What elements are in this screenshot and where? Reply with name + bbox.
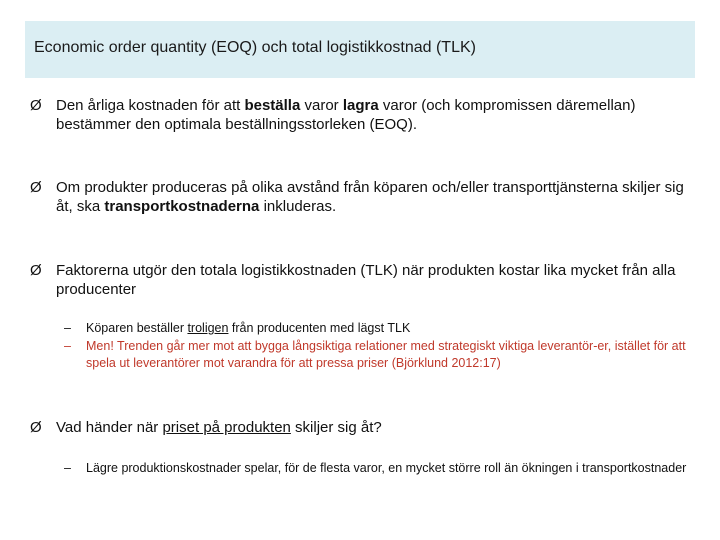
dash-bullet-icon: – xyxy=(64,339,71,353)
arrow-bullet-icon: Ø xyxy=(30,97,42,114)
title-bar xyxy=(25,21,695,78)
sub-bullet-item xyxy=(64,460,696,477)
arrow-bullet-icon: Ø xyxy=(30,419,42,436)
slide-title: Economic order quantity (EOQ) och total logistikkostnad (TLK) xyxy=(34,39,476,56)
bullet-item xyxy=(30,261,692,299)
sub-bullet-text: Lägre produktionskostnader spelar, för de flesta varor, en mycket större roll än ökningen i transportkostnader xyxy=(86,461,687,475)
bullet-text: Om produkter produceras på olika avstånd från köparen och/eller transporttjänsterna skiljer sig åt, ska transportkostnaderna inkluderas. xyxy=(56,179,684,215)
sub-bullet-text: Köparen beställer troligen från producenten med lägst TLK xyxy=(86,321,411,335)
sub-bullet-text: Men! Trenden går mer mot att bygga långsiktiga relationer med strategiskt viktiga leverantör-er, istället för att spela ut leverantörer mot varandra för att pressa priser (Björklund 2012:17) xyxy=(86,339,686,370)
dash-bullet-icon: – xyxy=(64,461,71,475)
bullet-text: Den årliga kostnaden för att beställa varor lagra varor (och kompromissen däremellan) bestämmer den optimala beställningsstorleken (EOQ). xyxy=(56,97,636,133)
bullet-text: Vad händer när priset på produkten skiljer sig åt? xyxy=(56,419,382,436)
bullet-item xyxy=(30,96,692,134)
bullet-item xyxy=(30,178,692,216)
sub-bullet-item xyxy=(64,338,696,372)
arrow-bullet-icon: Ø xyxy=(30,179,42,196)
arrow-bullet-icon: Ø xyxy=(30,262,42,279)
bullet-item xyxy=(30,418,692,437)
dash-bullet-icon: – xyxy=(64,321,71,335)
bullet-text: Faktorerna utgör den totala logistikkostnaden (TLK) när produkten kostar lika mycket från alla producenter xyxy=(56,262,676,298)
sub-bullet-item xyxy=(64,320,696,337)
